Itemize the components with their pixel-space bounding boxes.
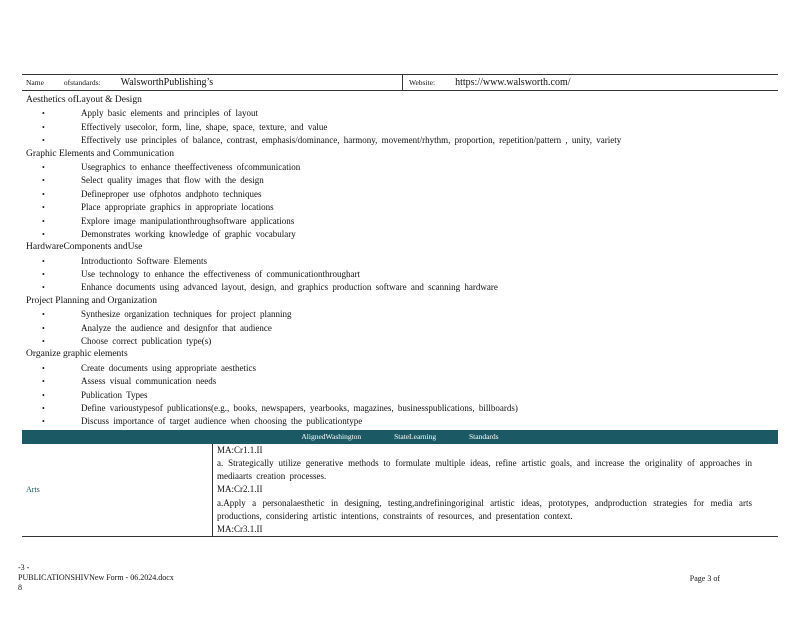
list-item (22, 322, 778, 335)
band-col-state: StateLearning (394, 431, 437, 441)
band-col-aligned: AlignedWashington (301, 431, 362, 441)
header-website-cell (402, 75, 778, 90)
bullet-icon: • (42, 176, 45, 186)
standard-description: a. Strategically utilize generative methods to formulate multiple ideas, refine artistic goals, and increase the originality of approaches in mediaarts creation processes. (217, 457, 752, 482)
list-item (22, 308, 778, 321)
bullet-icon: • (42, 390, 45, 400)
bullet-icon: • (42, 323, 45, 333)
standard-code: MA:Cr2.1.II (217, 484, 263, 495)
list-item-text: Synthesize organization techniques for project planning (81, 309, 292, 320)
standard-code: MA:Cr3.1.II (217, 523, 263, 534)
header-row (22, 74, 778, 91)
bullet-icon: • (42, 270, 45, 280)
bullet-icon: • (42, 363, 45, 373)
standards-subject-label: Arts (26, 485, 40, 495)
list-item-text: Effectively use principles of balance, contrast, emphasis/dominance, harmony, movement/rhythm, proportion, repetition/pattern , unity, variety (81, 135, 622, 146)
list-item (22, 215, 778, 228)
list-item (22, 402, 778, 415)
list-item (22, 174, 778, 187)
bullet-icon: • (42, 216, 45, 226)
list-item (22, 134, 778, 147)
band-col-standards: Standards (469, 431, 499, 441)
footer-extra: 8 (18, 583, 22, 592)
list-item (22, 107, 778, 120)
list-item (22, 415, 778, 428)
topic-heading: HardwareComponents andUse (26, 242, 143, 253)
bullet-icon: • (42, 203, 45, 213)
standards-band (22, 430, 778, 444)
topic-heading: Graphic Elements and Communication (26, 148, 175, 159)
bullet-icon: • (42, 377, 45, 387)
list-item-text: Choose correct publication type(s) (81, 336, 212, 347)
list-item (22, 389, 778, 402)
list-item-text: Usegraphics to enhance theeffectiveness ofcommunication (81, 161, 301, 172)
list-item-text: Apply basic elements and principles of layout (81, 108, 258, 119)
bullet-icon: • (42, 162, 45, 172)
bullet-icon: • (42, 136, 45, 146)
list-item-text: Use technology to enhance the effectiveness of communicationthroughart (81, 269, 360, 280)
page-footer (18, 563, 778, 593)
bullet-icon: • (42, 256, 45, 266)
name-label: Name (26, 78, 44, 87)
standards-label: ofstandards: (63, 78, 101, 87)
list-item-text: Defineproper use ofphotos andphoto techniques (81, 188, 262, 199)
bullet-icon: • (42, 122, 45, 132)
list-item-text: Publication Types (81, 389, 148, 400)
list-item (22, 255, 778, 268)
list-item (22, 362, 778, 375)
standards-body (212, 444, 778, 536)
list-item (22, 375, 778, 388)
bullet-icon: • (42, 310, 45, 320)
bullet-icon: • (42, 109, 45, 119)
list-item (22, 161, 778, 174)
list-item (22, 121, 778, 134)
bullet-icon: • (42, 189, 45, 199)
list-item-text: Introductionto Software Elements (81, 255, 207, 266)
bullet-icon: • (42, 229, 45, 239)
list-item-text: Explore image manipulationthroughsoftware applications (81, 215, 295, 226)
list-item (22, 201, 778, 214)
topic-heading: Aesthetics ofLayout & Design (26, 95, 142, 105)
bullet-icon: • (42, 283, 45, 293)
list-item (22, 268, 778, 281)
list-item (22, 188, 778, 201)
standard-description: a.Apply a personalaesthetic in designing, testing,andrefiningoriginal artistic ideas, prototypes, andproduction strategies for media arts productions, considering artistic intentions, constraints of resources, and presentation context. (217, 497, 752, 521)
list-item-text: Demonstrates working knowledge of graphic vocabulary (81, 228, 296, 239)
bullet-icon: • (42, 337, 45, 347)
list-item-text: Place appropriate graphics in appropriate locations (81, 202, 274, 213)
header-name-cell (22, 77, 402, 88)
standards-table (22, 444, 778, 537)
list-item-text: Select quality images that flow with the design (81, 175, 264, 186)
topic-heading: Project Planning and Organization (26, 295, 157, 306)
page-number: Page 3 of (689, 574, 720, 583)
standard-code: MA:Cr1.1.II (217, 444, 263, 455)
list-item-text: Define varioustypesof publications(e.g., books, newspapers, yearbooks, magazines, businesspublications, billboards) (81, 402, 518, 413)
list-item-text: Create documents using appropriate aesthetics (81, 362, 256, 373)
topic-heading: Organize graphic elements (26, 349, 128, 360)
list-item-text: Analyze the audience and designfor that audience (81, 322, 272, 333)
topics-list (22, 91, 778, 429)
list-item (22, 281, 778, 294)
list-item-text: Effectively usecolor, form, line, shape, space, texture, and value (81, 121, 328, 132)
website-link[interactable]: https://www.walsworth.com/ (455, 77, 571, 88)
list-item (22, 228, 778, 241)
website-label: Website: (409, 78, 436, 87)
list-item-text: Discuss importance of target audience when choosing the publicationtype (81, 416, 363, 427)
list-item-text: Enhance documents using advanced layout, design, and graphics production software and scanning hardware (81, 282, 498, 293)
document-page (22, 74, 778, 537)
footer-dash: -3 - (18, 563, 30, 572)
list-item (22, 335, 778, 348)
company-name: WalsworthPublishing’s (120, 77, 214, 88)
bullet-icon: • (42, 417, 45, 427)
list-item-text: Assess visual communication needs (81, 376, 217, 387)
footer-filename: PUBLICATIONSHIVNew Form - 06.2024.docx (18, 573, 174, 582)
bullet-icon: • (42, 403, 45, 413)
